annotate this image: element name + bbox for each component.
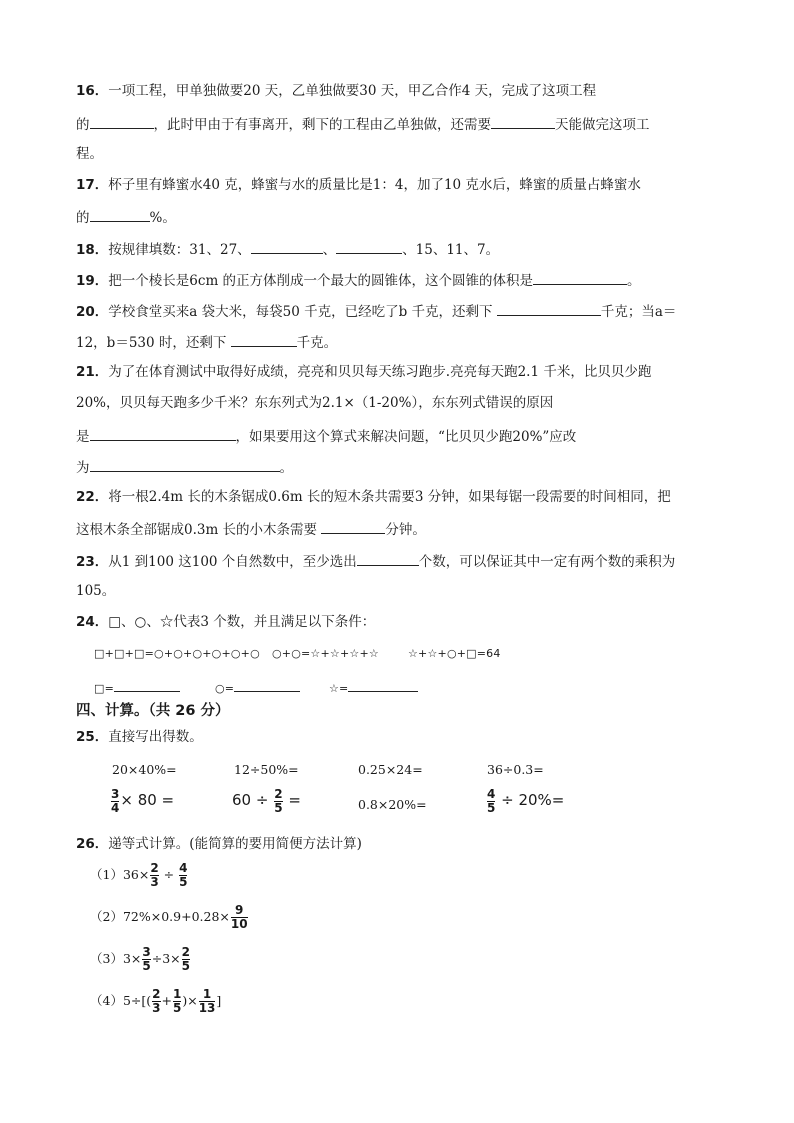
answer-blank[interactable]	[348, 677, 418, 692]
calc-problem-3	[90, 946, 191, 973]
question-text: 为了在体育测试中取得好成绩，亮亮和贝贝每天练习跑步.亮亮每天跑2.1 千米，比贝贝少跑	[108, 364, 652, 380]
q21-line4	[76, 457, 293, 477]
numerator: 1	[202, 987, 212, 1001]
denominator: 5	[179, 875, 188, 889]
question-text: 按规律填数：31、27、	[108, 242, 251, 258]
q22-line2	[76, 519, 426, 539]
q24-answer-circle	[215, 677, 300, 698]
expression-text: ÷ 20%=	[496, 791, 565, 809]
calc-item: 0.8×20%=	[358, 797, 427, 812]
denominator: 10	[230, 917, 248, 931]
q24-equation-2: ○+○=☆+☆+☆+☆	[272, 647, 379, 660]
q24-line1	[76, 613, 375, 631]
question-text: %。	[149, 210, 176, 226]
fraction	[179, 862, 187, 889]
expression-text: ]	[216, 993, 222, 1008]
question-text: 为	[76, 460, 90, 476]
numerator: 2	[274, 787, 283, 801]
q24-answer-square	[94, 677, 180, 698]
numerator: 1	[172, 987, 182, 1001]
calc-item: 20×40%=	[112, 762, 177, 777]
expression-text: 5÷[(	[122, 993, 152, 1008]
question-text: 20%，贝贝每天跑多少千米？东东列式为2.1×（1-20%），东东列式错误的原因	[76, 395, 554, 411]
question-number: 16．	[76, 83, 109, 99]
question-text: 的	[76, 117, 90, 133]
q25-line	[76, 728, 203, 746]
question-text: 把一个棱长是6cm 的正方体削成一个最大的圆锥体，这个圆锥的体积是	[108, 273, 534, 289]
answer-label: ○=	[215, 682, 235, 695]
question-text: 天能做完这项工	[555, 117, 650, 133]
question-text: 个数，可以保证其中一定有两个数的乘积为	[418, 554, 676, 570]
numerator: 9	[235, 903, 244, 917]
calc-item	[110, 788, 174, 815]
fraction	[150, 862, 158, 889]
question-text: □、○、☆代表3 个数，并且满足以下条件：	[108, 614, 376, 630]
question-number: 24．	[76, 614, 109, 630]
question-text: ，此时甲由于有事离开，剩下的工程由乙单独做，还需要	[153, 117, 491, 133]
question-number: 26．	[76, 836, 109, 852]
answer-blank[interactable]	[90, 426, 236, 441]
expression-text: =	[283, 791, 301, 809]
denominator: 4	[111, 801, 120, 815]
q22-line1	[76, 488, 671, 506]
question-text: 。	[279, 460, 293, 476]
q24-equation-3: ☆+☆+○+□=64	[408, 647, 501, 660]
denominator: 5	[172, 1001, 182, 1015]
calc-problem-1	[90, 862, 188, 889]
answer-blank[interactable]	[533, 270, 627, 285]
denominator: 3	[152, 1001, 161, 1015]
question-number: 25．	[76, 729, 109, 745]
problem-label: （4）	[90, 993, 123, 1008]
question-number: 20．	[76, 304, 109, 320]
problem-label: （1）	[90, 867, 123, 882]
question-text: 、15、11、7。	[402, 242, 500, 258]
denominator: 13	[198, 1001, 216, 1015]
fraction	[173, 988, 181, 1015]
calc-item: 12÷50%=	[234, 762, 299, 777]
q17-line2	[76, 207, 176, 227]
calc-item: 36÷0.3=	[487, 762, 544, 777]
answer-blank[interactable]	[321, 519, 385, 534]
question-text: 105。	[76, 583, 116, 599]
question-text: 从1 到100 这100 个自然数中，至少选出	[108, 554, 357, 570]
answer-label: ☆=	[329, 682, 349, 695]
q17-line1	[76, 176, 641, 194]
answer-blank[interactable]	[90, 207, 150, 222]
numerator: 4	[487, 787, 496, 801]
question-text: 学校食堂买来a 袋大米，每袋50 千克，已经吃了b 千克，还剩下	[108, 304, 497, 320]
answer-blank[interactable]	[234, 677, 300, 692]
expression-text: ÷3×	[151, 951, 181, 966]
q23-line1	[76, 551, 675, 571]
q26-line	[76, 835, 362, 853]
fraction	[199, 988, 216, 1015]
question-text: 直接写出得数。	[108, 729, 203, 745]
question-text: 千克。	[296, 335, 338, 351]
denominator: 5	[487, 801, 496, 815]
question-text: ，如果要用这个算式来解决问题，“比贝贝少跑20%”应改	[235, 429, 577, 445]
fraction	[487, 788, 495, 815]
problem-label: （2）	[90, 909, 123, 924]
answer-blank[interactable]	[90, 457, 280, 472]
expression-text: )×	[182, 993, 198, 1008]
expression-text: 60 ÷	[232, 791, 274, 809]
expression-text: 3×	[122, 951, 142, 966]
problem-label: （3）	[90, 951, 123, 966]
section-title: 四、计算。（共 26 分）	[76, 703, 230, 719]
q18-line	[76, 239, 499, 259]
answer-blank[interactable]	[90, 114, 154, 129]
expression-text: +	[161, 993, 172, 1008]
denominator: 5	[142, 959, 151, 973]
expression-text: ÷	[159, 867, 179, 882]
calc-problem-2	[90, 904, 249, 931]
fraction	[142, 946, 150, 973]
fraction	[274, 788, 282, 815]
numerator: 3	[142, 945, 151, 959]
answer-blank[interactable]	[491, 114, 555, 129]
question-text: 的	[76, 210, 90, 226]
answer-blank[interactable]	[251, 239, 323, 254]
q24-equation-1: □+□+□=○+○+○+○+○+○	[94, 647, 260, 660]
question-text: 。	[627, 273, 641, 289]
question-number: 22．	[76, 489, 109, 505]
q16-line1	[76, 82, 596, 100]
question-text: 这根木条全部锯成0.3m 长的小木条需要	[76, 522, 322, 538]
calc-item	[486, 788, 564, 815]
q19-line	[76, 270, 641, 290]
question-text: 千克；当a＝	[600, 304, 677, 320]
numerator: 2	[150, 861, 159, 875]
answer-blank[interactable]	[336, 239, 402, 254]
question-number: 18．	[76, 242, 109, 258]
q16-line3	[76, 145, 103, 163]
question-text: 分钟。	[385, 522, 426, 538]
answer-label: □=	[94, 682, 115, 695]
denominator: 5	[181, 959, 191, 973]
q20-line1	[76, 301, 676, 321]
expression-text: 72%×0.9+0.28×	[122, 909, 230, 924]
question-text: 递等式计算。(能简算的要用简便方法计算)	[108, 836, 362, 852]
numerator: 3	[111, 787, 120, 801]
q16-line2	[76, 114, 650, 134]
numerator: 4	[179, 861, 188, 875]
q21-line3	[76, 426, 576, 446]
q24-answer-star	[329, 677, 418, 698]
expression-text: × 80 =	[120, 791, 175, 809]
question-number: 21．	[76, 364, 109, 380]
question-text: 、	[322, 242, 337, 258]
calc-item: 0.25×24=	[358, 762, 423, 777]
answer-blank[interactable]	[357, 551, 419, 566]
q23-line2	[76, 582, 115, 600]
numerator: 2	[181, 945, 191, 959]
q20-line2	[76, 332, 337, 352]
question-text: 是	[76, 429, 90, 445]
question-text: 12，b＝530 时，还剩下	[76, 335, 231, 351]
answer-blank[interactable]	[231, 332, 297, 347]
question-text: 一项工程，甲单独做要20 天，乙单独做要30 天，甲乙合作4 天，完成了这项工程	[108, 83, 597, 99]
question-text: 杯子里有蜂蜜水40 克，蜂蜜与水的质量比是1：4，加了10 克水后，蜂蜜的质量占蜂蜜水	[108, 177, 641, 193]
fraction	[152, 988, 160, 1015]
fraction	[111, 788, 119, 815]
numerator: 2	[152, 987, 161, 1001]
question-text: 将一根2.4m 长的木条锯成0.6m 长的短木条共需要3 分钟，如果每锯一段需要的时间相同，把	[108, 489, 671, 505]
q21-line1	[76, 363, 651, 381]
question-text: 程。	[76, 146, 103, 162]
calc-item	[232, 788, 301, 815]
fraction	[182, 946, 190, 973]
fraction	[231, 904, 248, 931]
question-number: 17．	[76, 177, 109, 193]
q21-line2	[76, 394, 553, 412]
denominator: 3	[150, 875, 159, 889]
answer-blank[interactable]	[114, 677, 180, 692]
question-number: 19．	[76, 273, 109, 289]
question-number: 23．	[76, 554, 109, 570]
expression-text: 36×	[122, 867, 150, 882]
calc-problem-4	[90, 988, 221, 1015]
answer-blank[interactable]	[497, 301, 601, 316]
denominator: 5	[274, 801, 283, 815]
